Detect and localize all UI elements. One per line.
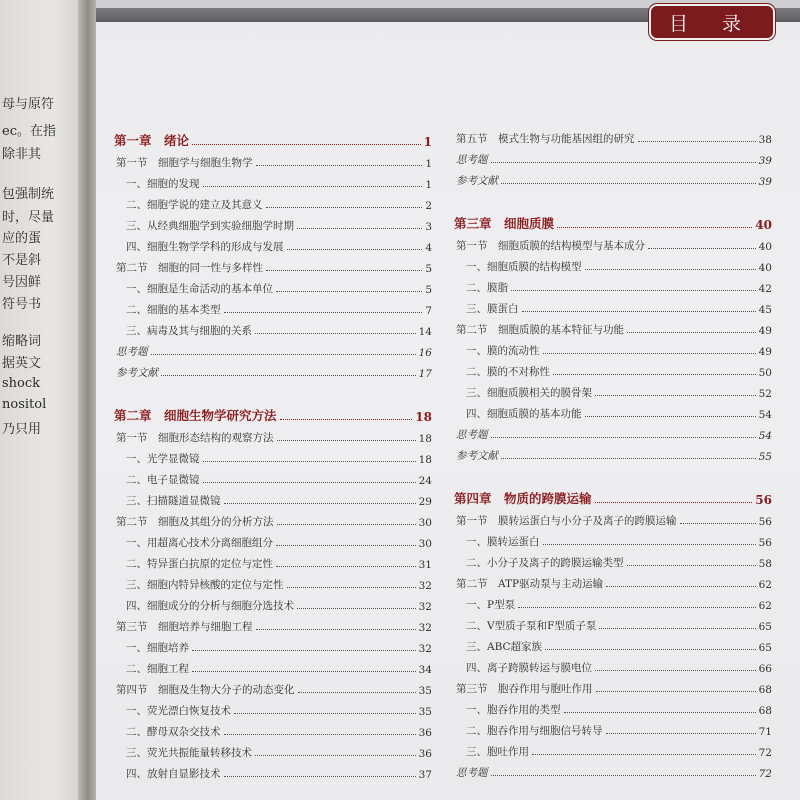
toc-entry-page: 40 — [755, 218, 772, 232]
toc-entry-page: 68 — [758, 684, 772, 696]
facing-page-line: 应的蛋 — [2, 231, 42, 246]
toc-entry-sub[interactable] — [454, 295, 772, 316]
toc-entry-page: 16 — [418, 347, 432, 359]
toc-entry-page: 62 — [758, 579, 772, 591]
dot-leader — [596, 691, 756, 692]
toc-entry-sub[interactable] — [114, 550, 432, 571]
dot-leader — [298, 692, 416, 693]
toc-entry-title: 第五节 模式生物与功能基因组的研究 — [456, 133, 635, 145]
toc-entry-sub[interactable] — [454, 358, 772, 379]
toc-entry-title: 第二章 细胞生物学研究方法 — [114, 408, 277, 423]
dot-leader — [638, 141, 756, 142]
toc-entry-sub[interactable] — [114, 697, 432, 718]
toc-entry-page: 54 — [758, 409, 772, 421]
toc-entry-title: 四、细胞质膜的基本功能 — [466, 408, 582, 420]
toc-entry-sub[interactable] — [114, 212, 432, 233]
toc-entry-page: 7 — [425, 305, 432, 317]
toc-column-left — [114, 125, 432, 781]
dot-leader — [256, 165, 423, 166]
toc-entry-title: 三、膜蛋白 — [466, 303, 519, 315]
toc-entry-sub[interactable] — [114, 634, 432, 655]
dot-leader — [276, 566, 416, 567]
toc-entry-chapter[interactable] — [454, 208, 772, 232]
dot-leader — [192, 650, 416, 651]
facing-page-line: 据英文 — [2, 356, 42, 371]
dot-leader — [511, 290, 756, 291]
dot-leader — [266, 270, 422, 271]
dot-leader — [532, 754, 756, 755]
dot-leader — [203, 186, 423, 187]
toc-entry-section[interactable] — [454, 570, 772, 591]
toc-entry-title: 参考文献 — [456, 175, 498, 187]
toc-entry-title: 三、从经典细胞学到实验细胞学时期 — [126, 220, 294, 232]
dot-leader — [192, 144, 421, 145]
toc-entry-sub[interactable] — [114, 739, 432, 760]
toc-entry-page: 32 — [418, 601, 432, 613]
toc-entry-sub[interactable] — [454, 337, 772, 358]
toc-entry-page: 65 — [758, 621, 772, 633]
dot-leader — [553, 374, 756, 375]
toc-entry-title: 二、细胞的基本类型 — [126, 304, 221, 316]
toc-entry-title: 参考文献 — [456, 450, 498, 462]
toc-entry-sub[interactable] — [454, 549, 772, 570]
dot-leader — [277, 524, 416, 525]
toc-entry-title: 三、细胞质膜相关的膜骨架 — [466, 387, 592, 399]
toc-entry-page: 24 — [418, 475, 432, 487]
dot-leader — [595, 395, 756, 396]
toc-entry-title: 二、细胞工程 — [126, 663, 189, 675]
toc-entry-title: 四、离子跨膜转运与膜电位 — [466, 662, 592, 674]
toc-entry-page: 49 — [758, 325, 772, 337]
toc-entry-page: 55 — [758, 451, 772, 463]
toc-entry-page: 1 — [425, 179, 432, 191]
toc-entry-page: 42 — [758, 283, 772, 295]
toc-entry-title: 第一节 细胞学与细胞生物学 — [116, 157, 253, 169]
toc-entry-title: 三、细胞内特异核酸的定位与定性 — [126, 579, 284, 591]
toc-entry-title: 一、荧光漂白恢复技术 — [126, 705, 231, 717]
toc-entry-misc[interactable] — [454, 442, 772, 463]
facing-page-line: 符号书 — [2, 297, 42, 312]
toc-entry-sub[interactable] — [114, 170, 432, 191]
toc-entry-title: 第二节 ATP驱动泵与主动运输 — [456, 578, 604, 590]
dot-leader — [627, 332, 756, 333]
toc-entry-chapter[interactable] — [454, 483, 772, 507]
toc-entry-misc[interactable] — [454, 759, 772, 780]
dot-leader — [501, 458, 756, 459]
toc-entry-page: 32 — [418, 622, 432, 634]
dot-leader — [595, 670, 756, 671]
facing-page-line: 乃只用 — [2, 422, 42, 437]
toc-entry-sub[interactable] — [454, 274, 772, 295]
toc-entry-chapter[interactable] — [114, 400, 432, 424]
toc-entry-page: 32 — [418, 580, 432, 592]
toc-title-badge: 目 录 — [649, 4, 775, 40]
toc-entry-title: 三、胞吐作用 — [466, 746, 529, 758]
toc-entry-section[interactable] — [454, 125, 772, 146]
toc-entry-title: 一、用超离心技术分离细胞组分 — [126, 537, 273, 549]
toc-entry-page: 72 — [758, 768, 772, 780]
toc-entry-page: 39 — [758, 155, 772, 167]
toc-entry-title: 一、光学显微镜 — [126, 453, 200, 465]
toc-entry-sub[interactable] — [114, 466, 432, 487]
toc-entry-page: 58 — [758, 558, 772, 570]
toc-entry-page: 52 — [758, 388, 772, 400]
facing-page-line: 除非其 — [2, 147, 42, 162]
toc-entry-sub[interactable] — [114, 655, 432, 676]
facing-page-line: nositol — [2, 397, 47, 412]
toc-entry-page: 38 — [758, 134, 772, 146]
facing-page — [0, 0, 88, 800]
dot-leader — [203, 482, 416, 483]
dot-leader — [557, 227, 752, 228]
toc-entry-sub[interactable] — [114, 191, 432, 212]
toc-entry-page: 71 — [758, 726, 772, 738]
dot-leader — [266, 207, 423, 208]
dot-leader — [648, 248, 756, 249]
dot-leader — [297, 608, 416, 609]
toc-entry-title: 思考题 — [456, 154, 488, 166]
toc-entry-page: 56 — [755, 493, 772, 507]
toc-entry-page: 62 — [758, 600, 772, 612]
toc-entry-sub[interactable] — [454, 654, 772, 675]
toc-entry-title: 第一节 细胞质膜的结构模型与基本成分 — [456, 240, 645, 252]
facing-page-line: 不是斜 — [2, 253, 42, 268]
dot-leader — [203, 461, 416, 462]
toc-entry-title: 一、细胞的发现 — [126, 178, 200, 190]
toc-entry-page: 39 — [758, 176, 772, 188]
toc-entry-title: 三、扫描隧道显微镜 — [126, 495, 221, 507]
dot-leader — [151, 354, 416, 355]
toc-entry-misc[interactable] — [454, 146, 772, 167]
dot-leader — [518, 607, 756, 608]
toc-entry-page: 37 — [418, 769, 432, 781]
toc-entry-page: 4 — [425, 242, 432, 254]
toc-entry-misc[interactable] — [454, 421, 772, 442]
toc-entry-page: 56 — [758, 537, 772, 549]
toc-entry-page: 17 — [418, 368, 432, 380]
toc-entry-title: 二、膜脂 — [466, 282, 508, 294]
dot-leader — [491, 775, 756, 776]
toc-entry-page: 40 — [758, 241, 772, 253]
facing-page-line: 号因鲜 — [2, 275, 42, 290]
toc-entry-misc[interactable] — [114, 338, 432, 359]
toc-entry-title: 二、膜的不对称性 — [466, 366, 550, 378]
dot-leader — [287, 587, 416, 588]
toc-entry-title: 二、特异蛋白抗原的定位与定性 — [126, 558, 273, 570]
toc-entry-section[interactable] — [454, 507, 772, 528]
toc-entry-title: 一、膜的流动性 — [466, 345, 540, 357]
toc-entry-page: 56 — [758, 516, 772, 528]
dot-leader — [522, 311, 756, 312]
toc-entry-title: 第三章 细胞质膜 — [454, 216, 555, 231]
toc-entry-title: 参考文献 — [116, 367, 158, 379]
dot-leader — [599, 628, 755, 629]
dot-leader — [606, 733, 756, 734]
facing-page-line: 缩略词 — [2, 334, 42, 349]
toc-entry-sub[interactable] — [454, 633, 772, 654]
dot-leader — [224, 503, 416, 504]
toc-entry-page: 5 — [425, 284, 432, 296]
dot-leader — [606, 586, 756, 587]
toc-entry-sub[interactable] — [454, 738, 772, 759]
dot-leader — [491, 437, 756, 438]
toc-entry-title: 第四节 细胞及生物大分子的动态变化 — [116, 684, 295, 696]
toc-entry-title: 三、ABC超家族 — [466, 641, 543, 653]
toc-entry-sub[interactable] — [114, 445, 432, 466]
toc-entry-section[interactable] — [454, 675, 772, 696]
toc-entry-title: 四、放射自显影技术 — [126, 768, 221, 780]
dot-leader — [543, 353, 756, 354]
dot-leader — [224, 734, 416, 735]
toc-entry-section[interactable] — [114, 424, 432, 445]
toc-entry-page: 40 — [758, 262, 772, 274]
toc-entry-page: 18 — [415, 410, 432, 424]
toc-entry-sub[interactable] — [114, 571, 432, 592]
toc-entry-sub[interactable] — [454, 253, 772, 274]
toc-entry-page: 2 — [425, 200, 432, 212]
dot-leader — [564, 712, 756, 713]
toc-entry-page: 36 — [418, 727, 432, 739]
dot-leader — [256, 629, 416, 630]
toc-entry-sub[interactable] — [454, 591, 772, 612]
dot-leader — [224, 776, 416, 777]
toc-entry-page: 18 — [418, 454, 432, 466]
dot-leader — [161, 375, 416, 376]
toc-entry-sub[interactable] — [114, 529, 432, 550]
toc-entry-section[interactable] — [114, 676, 432, 697]
toc-entry-title: 第三节 细胞培养与细胞工程 — [116, 621, 253, 633]
dot-leader — [276, 291, 422, 292]
toc-entry-sub[interactable] — [454, 612, 772, 633]
toc-entry-page: 54 — [758, 430, 772, 442]
toc-entry-title: 思考题 — [456, 429, 488, 441]
toc-entry-section[interactable] — [114, 508, 432, 529]
dot-leader — [595, 502, 753, 503]
toc-entry-page: 32 — [418, 643, 432, 655]
toc-entry-chapter[interactable] — [114, 125, 432, 149]
dot-leader — [234, 713, 416, 714]
toc-entry-sub[interactable] — [114, 317, 432, 338]
toc-entry-title: 第二节 细胞的同一性与多样性 — [116, 262, 263, 274]
toc-entry-title: 第四章 物质的跨膜运输 — [454, 491, 592, 506]
toc-entry-title: 三、荧光共振能量转移技术 — [126, 747, 252, 759]
dot-leader — [277, 440, 416, 441]
toc-entry-title: 四、细胞生物学学科的形成与发展 — [126, 241, 284, 253]
toc-entry-page: 72 — [758, 747, 772, 759]
toc-entry-page: 3 — [425, 221, 432, 233]
dot-leader — [491, 162, 756, 163]
toc-entry-title: 思考题 — [456, 767, 488, 779]
toc-entry-page: 49 — [758, 346, 772, 358]
toc-entry-title: 第二节 细胞及其组分的分析方法 — [116, 516, 274, 528]
toc-entry-sub[interactable] — [114, 760, 432, 781]
dot-leader — [280, 419, 413, 420]
toc-entry-page: 66 — [758, 663, 772, 675]
toc-entry-title: 四、细胞成分的分析与细胞分选技术 — [126, 600, 294, 612]
toc-entry-title: 一、P型泵 — [466, 599, 516, 611]
toc-entry-title: 二、V型质子泵和F型质子泵 — [466, 620, 597, 632]
dot-leader — [585, 416, 756, 417]
toc-entry-sub[interactable] — [114, 592, 432, 613]
facing-page-line: ec。在指 — [2, 124, 56, 139]
toc-entry-title: 一、细胞是生命活动的基本单位 — [126, 283, 273, 295]
toc-entry-title: 一、细胞质膜的结构模型 — [466, 261, 582, 273]
toc-entry-title: 二、细胞学说的建立及其意义 — [126, 199, 263, 211]
toc-entry-page: 36 — [418, 748, 432, 760]
toc-entry-page: 50 — [758, 367, 772, 379]
toc-entry-title: 二、酵母双杂交技术 — [126, 726, 221, 738]
toc-entry-page: 35 — [418, 706, 432, 718]
toc-entry-page: 65 — [758, 642, 772, 654]
toc-entry-section[interactable] — [454, 232, 772, 253]
toc-entry-sub[interactable] — [114, 233, 432, 254]
toc-entry-page: 34 — [418, 664, 432, 676]
toc-entry-title: 第三节 胞吞作用与胞吐作用 — [456, 683, 593, 695]
toc-entry-misc[interactable] — [114, 359, 432, 380]
dot-leader — [287, 249, 423, 250]
toc-entry-sub[interactable] — [114, 296, 432, 317]
toc-entry-title: 二、小分子及离子的跨膜运输类型 — [466, 557, 624, 569]
dot-leader — [276, 545, 416, 546]
toc-entry-title: 第一节 膜转运蛋白与小分子及离子的跨膜运输 — [456, 515, 677, 527]
dot-leader — [585, 269, 756, 270]
toc-entry-section[interactable] — [114, 149, 432, 170]
dot-leader — [680, 523, 756, 524]
dot-leader — [545, 649, 756, 650]
toc-entry-section[interactable] — [114, 613, 432, 634]
toc-entry-sub[interactable] — [454, 528, 772, 549]
facing-page-line: shock — [2, 376, 41, 391]
toc-entry-page: 1 — [423, 135, 432, 149]
toc-entry-page: 1 — [425, 158, 432, 170]
toc-entry-page: 68 — [758, 705, 772, 717]
toc-entry-page: 29 — [418, 496, 432, 508]
toc-entry-page: 35 — [418, 685, 432, 697]
toc-entry-page: 5 — [425, 263, 432, 275]
dot-leader — [297, 228, 422, 229]
toc-entry-page: 31 — [418, 559, 432, 571]
facing-page-line: 时，尽量 — [2, 210, 55, 225]
toc-entry-page: 30 — [418, 538, 432, 550]
toc-entry-sub[interactable] — [454, 379, 772, 400]
toc-page — [96, 0, 800, 800]
facing-page-line: 母与原符 — [2, 97, 55, 112]
toc-entry-sub[interactable] — [454, 400, 772, 421]
toc-entry-title: 第一章 绪论 — [114, 133, 190, 148]
dot-leader — [224, 312, 423, 313]
toc-entry-title: 思考题 — [116, 346, 148, 358]
toc-entry-title: 一、细胞培养 — [126, 642, 189, 654]
toc-entry-sub[interactable] — [114, 487, 432, 508]
toc-entry-page: 30 — [418, 517, 432, 529]
toc-entry-title: 二、胞吞作用与细胞信号转导 — [466, 725, 603, 737]
dot-leader — [255, 755, 416, 756]
facing-page-line: 包强制统 — [2, 187, 55, 202]
toc-entry-page: 18 — [418, 433, 432, 445]
dot-leader — [501, 183, 756, 184]
toc-entry-sub[interactable] — [454, 717, 772, 738]
dot-leader — [192, 671, 416, 672]
toc-entry-title: 二、电子显微镜 — [126, 474, 200, 486]
toc-entry-title: 一、胞吞作用的类型 — [466, 704, 561, 716]
toc-entry-title: 一、膜转运蛋白 — [466, 536, 540, 548]
toc-entry-title: 第一节 细胞形态结构的观察方法 — [116, 432, 274, 444]
toc-entry-page: 14 — [418, 326, 432, 338]
toc-entry-sub[interactable] — [114, 718, 432, 739]
dot-leader — [627, 565, 756, 566]
toc-entry-sub[interactable] — [114, 275, 432, 296]
toc-entry-misc[interactable] — [454, 167, 772, 188]
toc-entry-title: 第二节 细胞质膜的基本特征与功能 — [456, 324, 624, 336]
toc-entry-section[interactable] — [114, 254, 432, 275]
toc-column-right — [454, 125, 772, 780]
dot-leader — [543, 544, 756, 545]
toc-entry-title: 三、病毒及其与细胞的关系 — [126, 325, 252, 337]
dot-leader — [255, 333, 416, 334]
toc-entry-sub[interactable] — [454, 696, 772, 717]
toc-entry-section[interactable] — [454, 316, 772, 337]
toc-entry-page: 45 — [758, 304, 772, 316]
